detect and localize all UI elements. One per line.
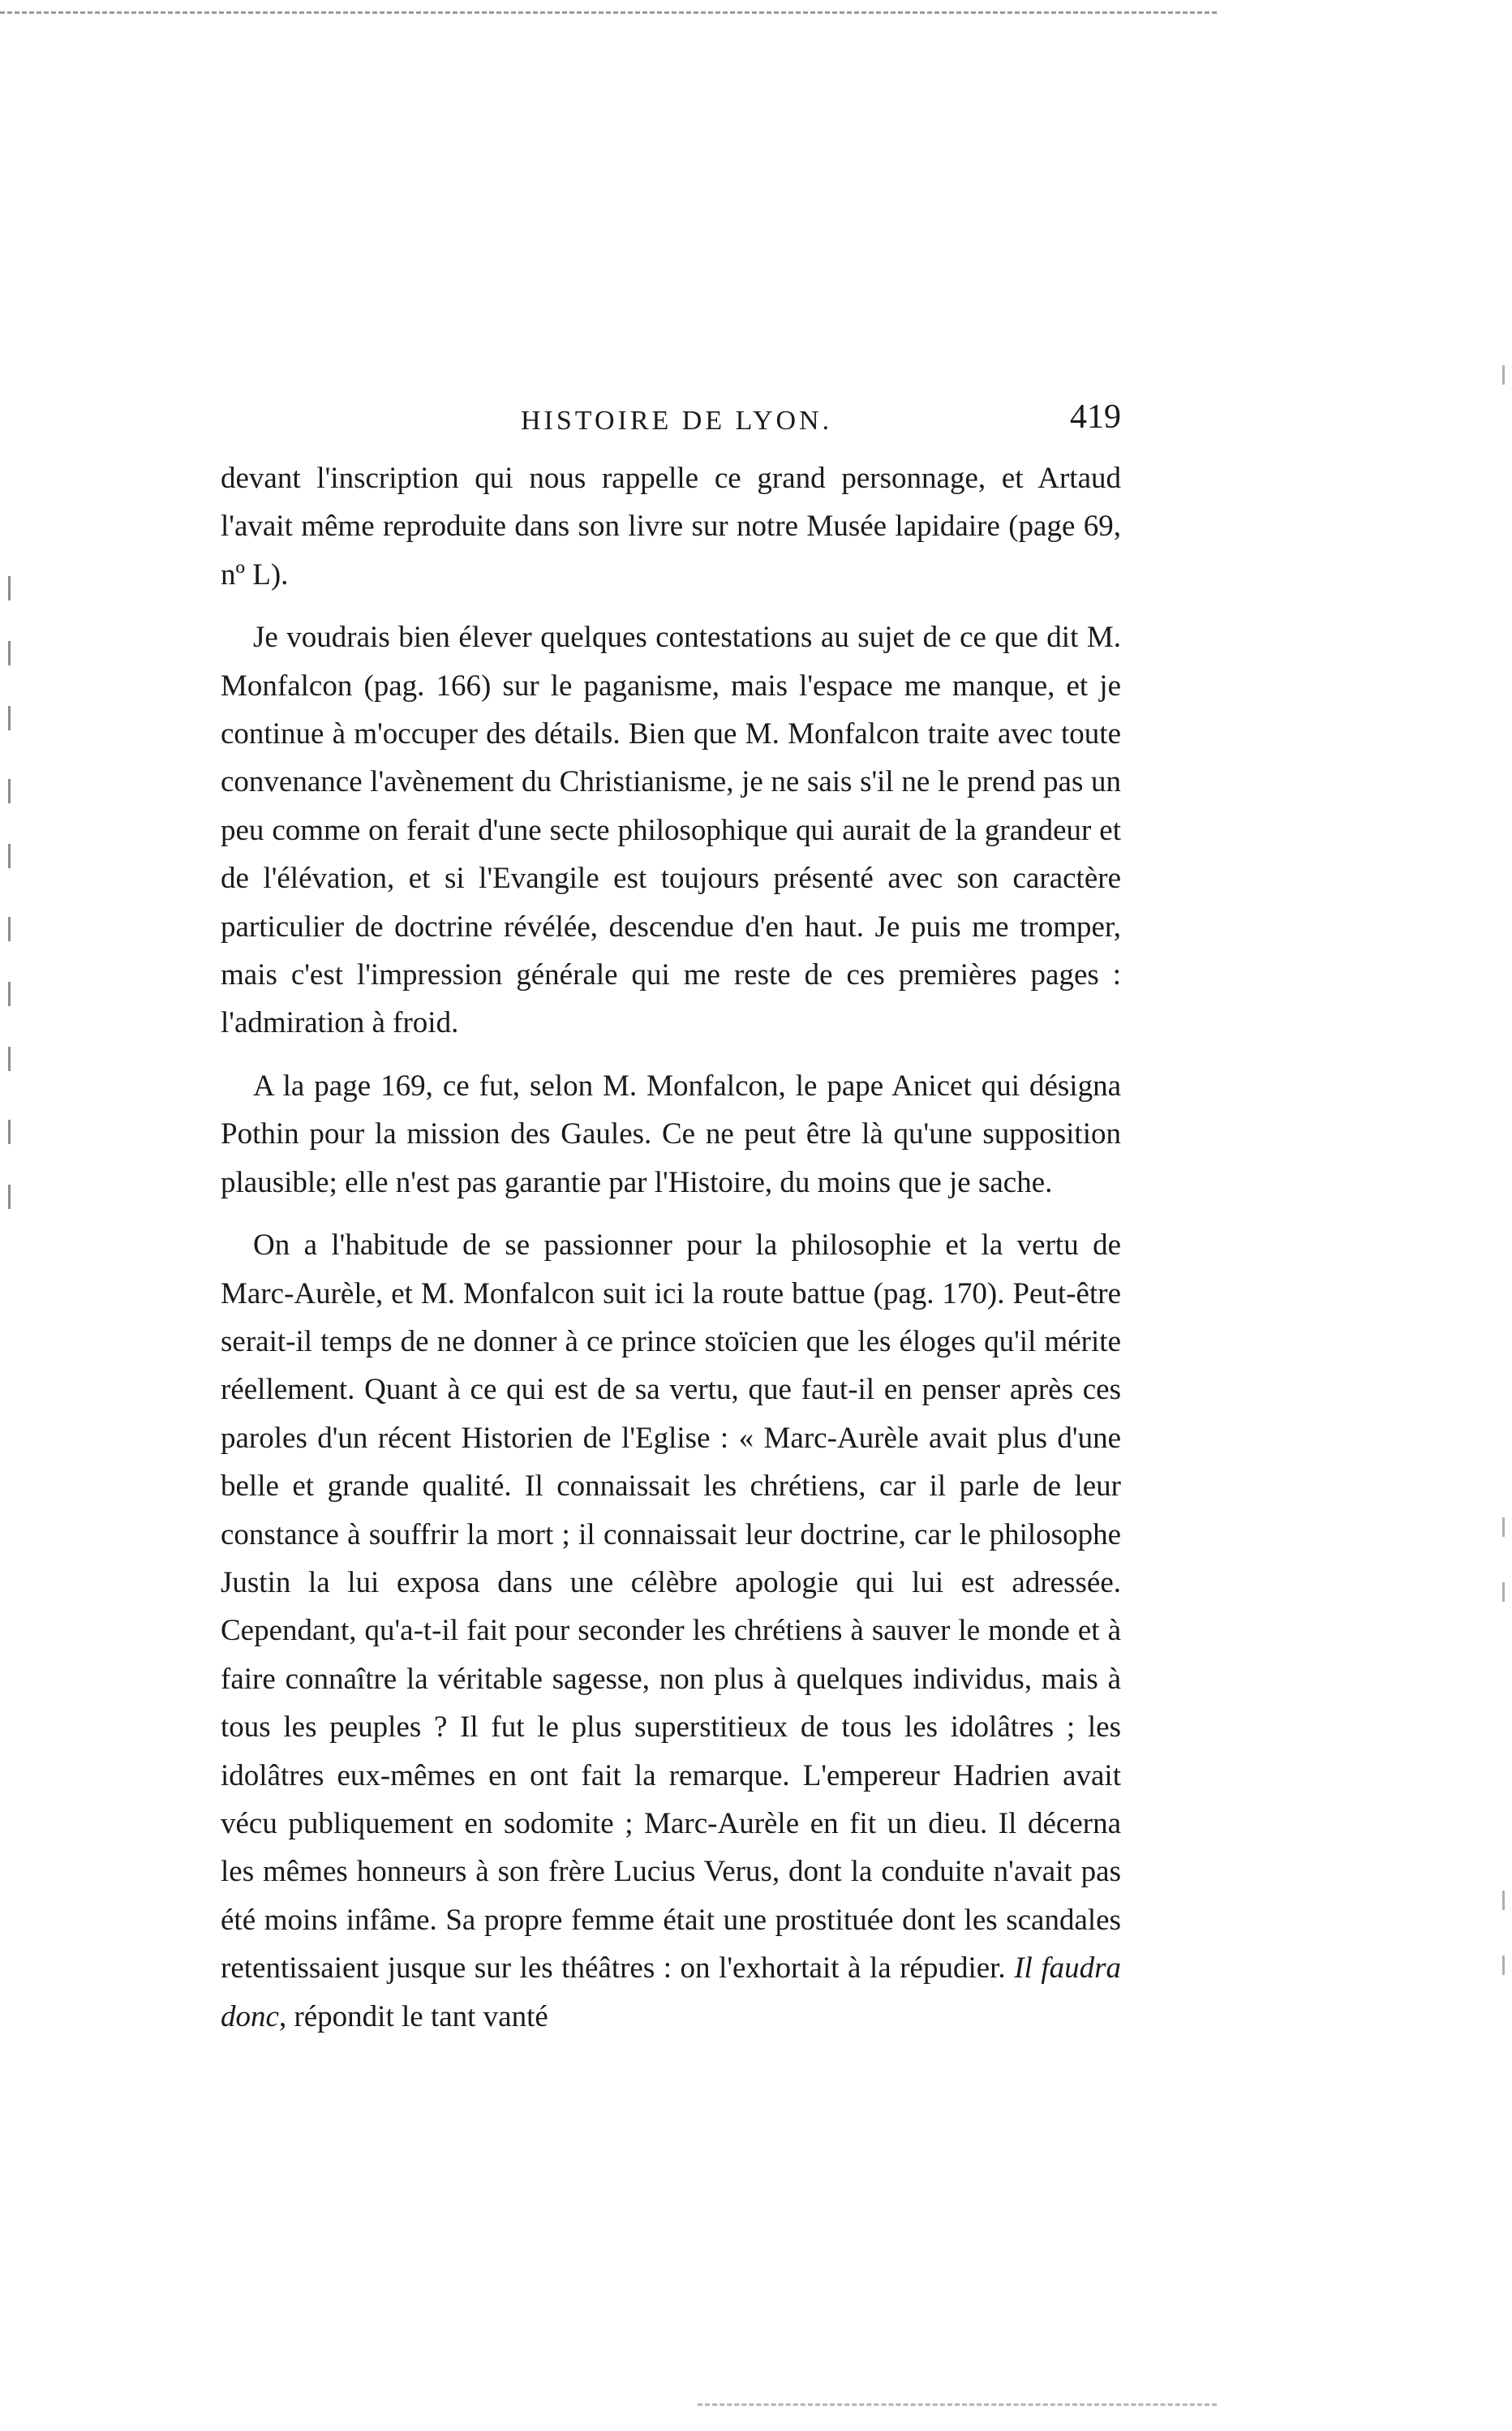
book-page [221, 398, 1121, 2055]
scan-edge-rule-top [0, 11, 1217, 14]
paragraph-1: devant l'inscription qui nous rappelle ce grand personnage, et Artaud l'avait même reproduite dans son livre sur notre Musée lapidaire (page 69, nº L). [221, 462, 1121, 592]
body-text [221, 454, 1121, 2041]
right-margin-scan-marks [1502, 365, 1506, 1988]
paragraph-4 [221, 1221, 1121, 2041]
paragraph-4-text: On a l'habitude de se passionner pour la philosophie et la vertu de Marc-Aurèle, et M. Monfalcon suit ici la route battue (pag. 170). Peut-être serait-il temps de ne donner à ce prince stoïcien que les éloges qu'il mérite réellement. Quant à ce qui est de sa vertu, que faut-il en penser après ces paroles d'un récent Historien de l'Eglise : « Marc-Aurèle avait plus d'une belle et grande qualité. Il connaissait les chrétiens, car il parle de leur constance à souffrir la mort ; il connaissait leur doctrine, car le philosophe Justin la lui exposa dans une célèbre apologie qui lui est adressée. Cependant, qu'a-t-il fait pour seconder les chrétiens à sauver le monde et à faire connaître la véritable sagesse, non plus à quelques individus, mais à tous les peuples ? Il fut le plus superstitieux de tous les idolâtres ; les idolâtres eux-mêmes en ont fait la remarque. L'empereur Hadrien avait vécu publiquement en sodomite ; Marc-Aurèle en fit un dieu. Il décerna les mêmes honneurs à son frère Lucius Verus, dont la conduite n'avait pas été moins infâme. Sa propre femme était une prostituée dont les scandales retentissaient jusque sur les théâtres : on l'exhortait à la répudier. [221, 1228, 1121, 1986]
paragraph-3: A la page 169, ce fut, selon M. Monfalcon, le pape Anicet qui désigna Pothin pour la mission des Gaules. Ce ne peut être là qu'une supposition plausible; elle n'est pas garantie par l'Histoire, du moins que je sache. [221, 1069, 1121, 1199]
page-number: 419 [1070, 398, 1121, 436]
running-head [221, 398, 1121, 454]
paragraph-4-tail: , répondit le tant vanté [278, 1999, 548, 2033]
left-margin-scan-marks [8, 219, 13, 1274]
paragraph-2: Je voudrais bien élever quelques contestations au sujet de ce que dit M. Monfalcon (pag. 166) sur le paganisme, mais l'espace me manque, et je continue à m'occuper des détails. Bien que M. Monfalcon traite avec toute convenance l'avènement du Christianisme, je ne sais s'il ne le prend pas un peu comme on ferait d'une secte philosophique qui aurait de la grandeur et de l'élévation, et si l'Evangile est toujours présenté avec son caractère particulier de doctrine révélée, descendue d'en haut. Je puis me tromper, mais c'est l'impression générale qui me reste de ces premières pages : l'admiration à froid. [221, 621, 1121, 1040]
scan-edge-rule-bottom [698, 2403, 1217, 2406]
running-head-title: HISTOIRE DE LYON. [521, 406, 833, 436]
paragraph-4-italic: Il faudra donc [221, 1951, 1122, 2033]
